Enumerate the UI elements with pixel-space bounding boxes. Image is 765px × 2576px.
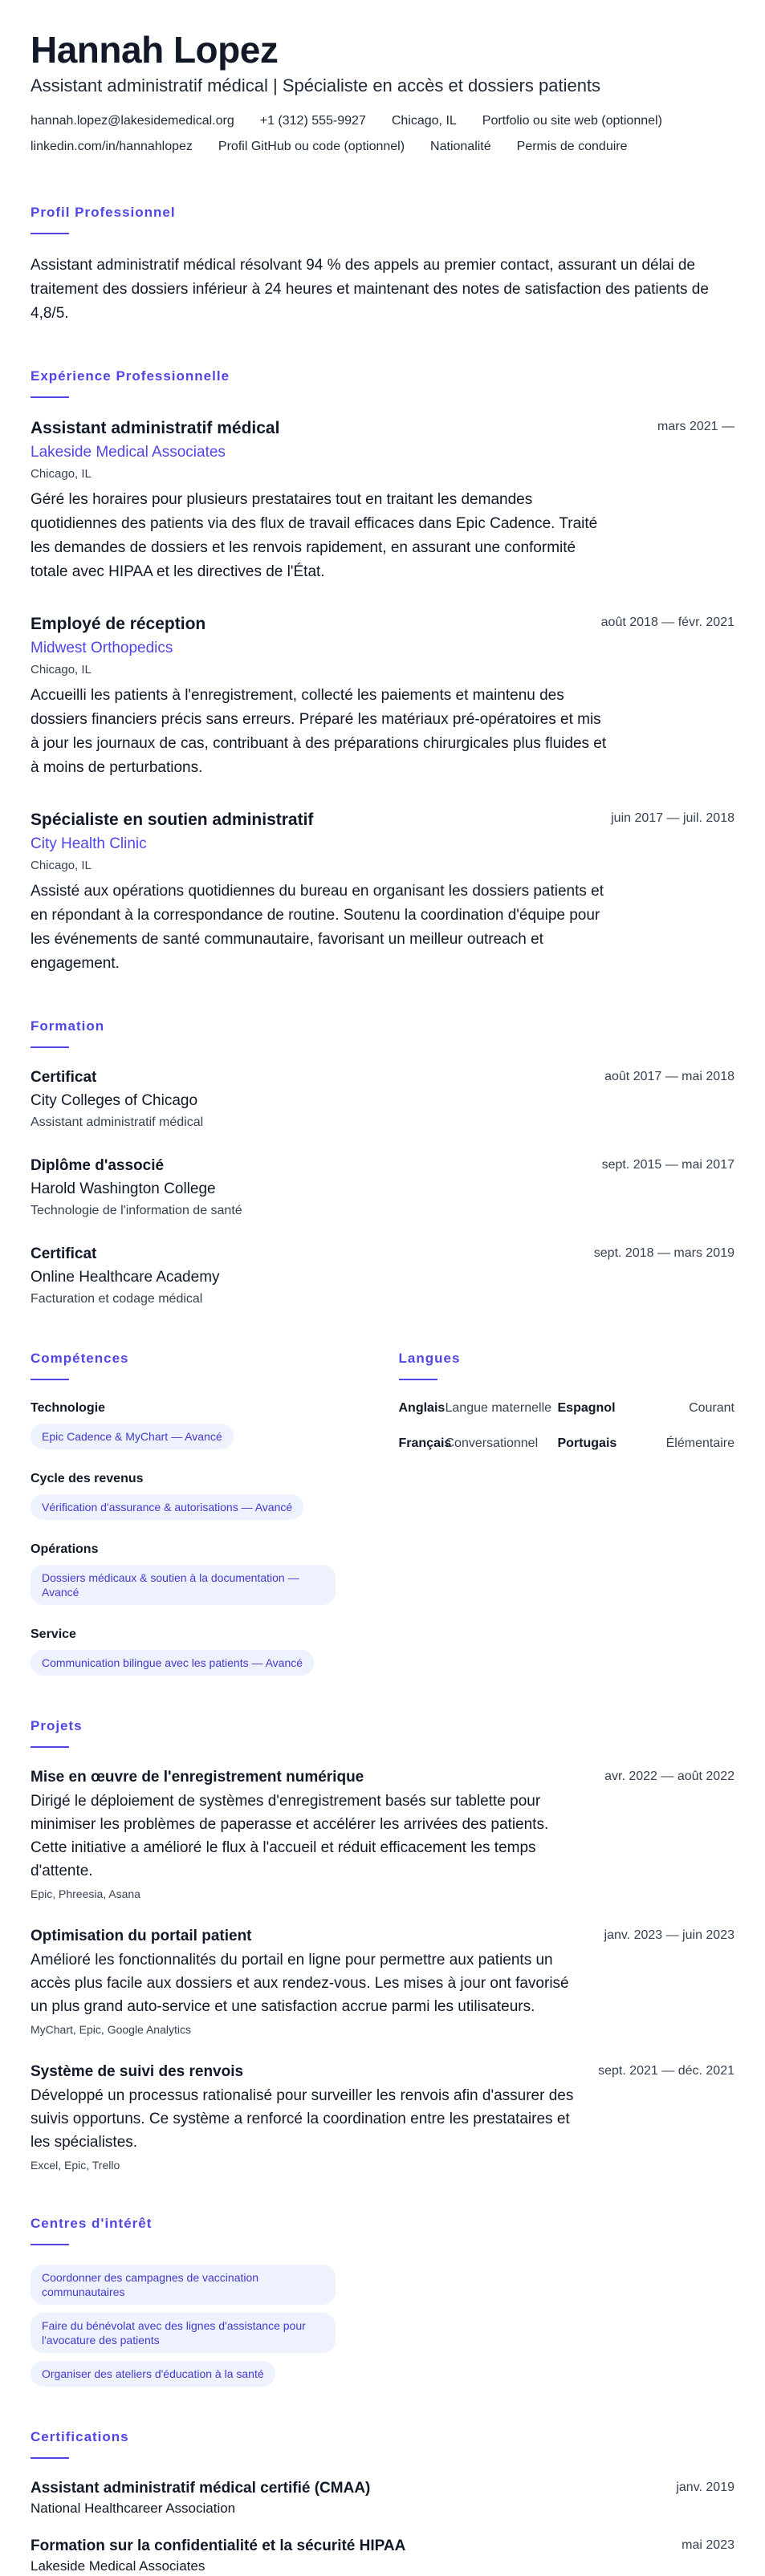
section-divider xyxy=(31,1746,69,1748)
job-location: Chicago, IL xyxy=(31,859,92,872)
interest-pill: Organiser des ateliers d'éducation à la santé xyxy=(31,2361,275,2387)
language-name: Portugais xyxy=(557,1436,617,1450)
skill-pill: Communication bilingue avec les patients — Avancé xyxy=(31,1650,314,1676)
section-title: Profil Professionnel xyxy=(31,205,176,220)
skill-category: Technologie xyxy=(31,1401,106,1415)
section-divider xyxy=(31,2244,69,2245)
education-section xyxy=(31,1018,734,1308)
job-title: Assistant administratif médical xyxy=(31,419,280,437)
section-divider xyxy=(399,1379,437,1380)
section-divider xyxy=(31,1046,69,1048)
certification-name: Formation sur la confidentialité et la sécurité HIPAA xyxy=(31,2537,406,2554)
skill-group xyxy=(31,1626,367,1676)
school-name: Online Healthcare Academy xyxy=(31,1269,220,1286)
job-dates: juin 2017 — juil. 2018 xyxy=(611,811,734,825)
skills-section xyxy=(31,1350,367,1676)
experience-entry xyxy=(31,613,734,780)
section-divider xyxy=(31,2457,69,2459)
contact-phone[interactable]: +1 (312) 555-9927 xyxy=(259,114,366,128)
contact-linkedin[interactable]: linkedin.com/in/hannahlopez xyxy=(31,140,193,153)
contact-nationality: Nationalité xyxy=(430,140,491,153)
project-dates: sept. 2021 — déc. 2021 xyxy=(598,2064,734,2078)
job-description: Géré les horaires pour plusieurs prestataires tout en traitant les demandes quotidiennes des patients via des flux de travail efficaces dans Epic Cadence. Traité les demandes de dossiers et les renvois rapidement, en assurant une conformité totale avec HIPAA et les directives de l'État. xyxy=(31,491,598,580)
candidate-name: Hannah Lopez xyxy=(31,29,279,71)
section-divider xyxy=(31,1379,69,1380)
job-dates: août 2018 — févr. 2021 xyxy=(600,616,734,629)
degree-name: Certificat xyxy=(31,1245,97,1262)
project-entry xyxy=(31,1767,734,1902)
language-level: Langue maternelle xyxy=(445,1401,552,1415)
section-divider xyxy=(31,396,69,398)
section-title: Compétences xyxy=(31,1351,129,1366)
skill-pill: Vérification d'assurance & autorisations — Avancé xyxy=(31,1494,303,1520)
profile-section xyxy=(31,204,734,326)
section-title: Projets xyxy=(31,1718,83,1733)
project-entry xyxy=(31,2062,734,2173)
project-name: Système de suivi des renvois xyxy=(31,2063,244,2080)
language-name: Anglais xyxy=(398,1401,446,1415)
job-title: Employé de réception xyxy=(31,615,206,633)
education-dates: août 2017 — mai 2018 xyxy=(604,1070,734,1083)
project-dates: avr. 2022 — août 2022 xyxy=(604,1769,734,1783)
education-entry xyxy=(31,1156,734,1220)
language-level: Élémentaire xyxy=(665,1436,734,1450)
skill-group xyxy=(31,1400,367,1449)
candidate-headline: Assistant administratif médical | Spécialiste en accès et dossiers patients xyxy=(31,75,601,95)
language-name: Français xyxy=(398,1436,452,1450)
study-field: Assistant administratif médical xyxy=(31,1115,204,1129)
project-description: Développé un processus rationalisé pour surveiller les renvois afin d'assurer des suivis opportuns. Ce système a renforcé la coordination entre les prestataires et les spécialistes. xyxy=(31,2087,574,2151)
skill-group xyxy=(31,1541,367,1605)
certification-entry xyxy=(31,2478,734,2518)
project-description: Dirigé le déploiement de systèmes d'enregistrement basés sur tablette pour minimiser les problèmes de paperasse et accélérer les arrivées des patients. Cette initiative a amélioré le flux à l'accueil et réduit efficacement les temps d'attente. xyxy=(31,1793,549,1879)
contact-github[interactable]: Profil GitHub ou code (optionnel) xyxy=(218,140,405,153)
certification-name: Assistant administratif médical certifié (CMAA) xyxy=(31,2480,371,2497)
school-name: City Colleges of Chicago xyxy=(31,1092,198,1109)
education-entry xyxy=(31,1244,734,1308)
project-tools: Excel, Epic, Trello xyxy=(31,2159,120,2172)
degree-name: Diplôme d'associé xyxy=(31,1157,165,1174)
interest-pill: Faire du bénévolat avec des lignes d'assistance pour l'avocature des patients xyxy=(31,2313,336,2353)
section-title: Centres d'intérêt xyxy=(31,2216,153,2231)
skill-category: Opérations xyxy=(31,1542,99,1556)
interest-pill: Coordonner des campagnes de vaccination communautaires xyxy=(31,2265,336,2305)
project-dates: janv. 2023 — juin 2023 xyxy=(604,1928,734,1942)
job-description: Assisté aux opérations quotidiennes du bureau en organisant les dossiers patients et en répondant à la correspondance de routine. Soutenu la coordination d'équipe pour les événements de santé communautaire, favorisant un meilleur outreach et engagement. xyxy=(31,883,604,972)
skill-category: Service xyxy=(31,1627,76,1641)
section-title: Formation xyxy=(31,1018,105,1034)
school-name: Harold Washington College xyxy=(31,1180,216,1197)
languages-section xyxy=(399,1350,735,1676)
language-name: Espagnol xyxy=(557,1401,616,1415)
degree-name: Certificat xyxy=(31,1069,97,1086)
section-title: Certifications xyxy=(31,2429,129,2444)
project-tools: MyChart, Epic, Google Analytics xyxy=(31,2023,191,2036)
project-name: Mise en œuvre de l'enregistrement numérique xyxy=(31,1769,364,1786)
contact-list xyxy=(31,112,721,156)
skill-category: Cycle des revenus xyxy=(31,1472,144,1485)
employer-name: Midwest Orthopedics xyxy=(31,640,173,656)
interests-section xyxy=(31,2215,734,2387)
section-title: Langues xyxy=(398,1351,461,1366)
study-field: Technologie de l'information de santé xyxy=(31,1204,242,1217)
resume-header xyxy=(31,29,734,156)
profile-summary: Assistant administratif médical résolvant 94 % des appels au premier contact, assurant un délai de traitement des dossiers inférieur à 24 heures et maintenant des notes de satisfaction des patients de 4,8/5. xyxy=(31,257,709,322)
project-entry xyxy=(31,1926,734,2038)
contact-location: Chicago, IL xyxy=(391,114,457,128)
project-tools: Epic, Phreesia, Asana xyxy=(31,1887,140,1900)
skills-languages-row xyxy=(31,1350,734,1676)
employer-name: Lakeside Medical Associates xyxy=(31,444,226,461)
language-list xyxy=(399,1400,735,1453)
project-description: Amélioré les fonctionnalités du portail en ligne pour permettre aux patients un accès plus facile aux dossiers et aux rendez-vous. Les mises à jour ont favorisé un plus grand auto-service et une satisfaction accrue parmi les utilisateurs. xyxy=(31,1952,569,2015)
job-title: Spécialiste en soutien administratif xyxy=(31,811,314,829)
contact-email[interactable]: hannah.lopez@lakesidemedical.org xyxy=(31,114,234,128)
experience-entry xyxy=(31,809,734,976)
contact-license: Permis de conduire xyxy=(516,140,628,153)
certifications-section xyxy=(31,2428,734,2576)
study-field: Facturation et codage médical xyxy=(31,1292,203,1306)
language-level: Courant xyxy=(689,1401,734,1415)
experience-section xyxy=(31,368,734,976)
certification-issuer: Lakeside Medical Associates xyxy=(31,2558,205,2574)
certification-date: janv. 2019 xyxy=(676,2481,734,2494)
job-location: Chicago, IL xyxy=(31,663,92,677)
job-description: Accueilli les patients à l'enregistrement, collecté les paiements et maintenu des dossiers financiers précis sans erreurs. Préparé les matériaux pré-opératoires et mis à jour les journaux de cas, contribuant à des préparations chirurgicales plus fluides et à moins de perturbations. xyxy=(31,687,607,776)
section-title: Expérience Professionnelle xyxy=(31,368,230,384)
certification-date: mai 2023 xyxy=(682,2538,734,2552)
job-dates: mars 2021 — xyxy=(657,420,734,433)
section-divider xyxy=(31,233,69,234)
projects-section xyxy=(31,1717,734,2173)
employer-name: City Health Clinic xyxy=(31,835,147,852)
job-location: Chicago, IL xyxy=(31,467,92,481)
skill-group xyxy=(31,1470,367,1520)
skill-pill: Epic Cadence & MyChart — Avancé xyxy=(31,1424,234,1449)
education-entry xyxy=(31,1067,734,1132)
certification-issuer: National Healthcareer Association xyxy=(31,2501,236,2516)
contact-portfolio[interactable]: Portfolio ou site web (optionnel) xyxy=(482,114,662,128)
skill-pill: Dossiers médicaux & soutien à la documentation — Avancé xyxy=(31,1565,336,1605)
education-dates: sept. 2018 — mars 2019 xyxy=(593,1246,734,1260)
experience-entry xyxy=(31,417,734,584)
education-dates: sept. 2015 — mai 2017 xyxy=(601,1158,734,1172)
language-level: Conversationnel xyxy=(445,1436,539,1450)
project-name: Optimisation du portail patient xyxy=(31,1928,252,1944)
